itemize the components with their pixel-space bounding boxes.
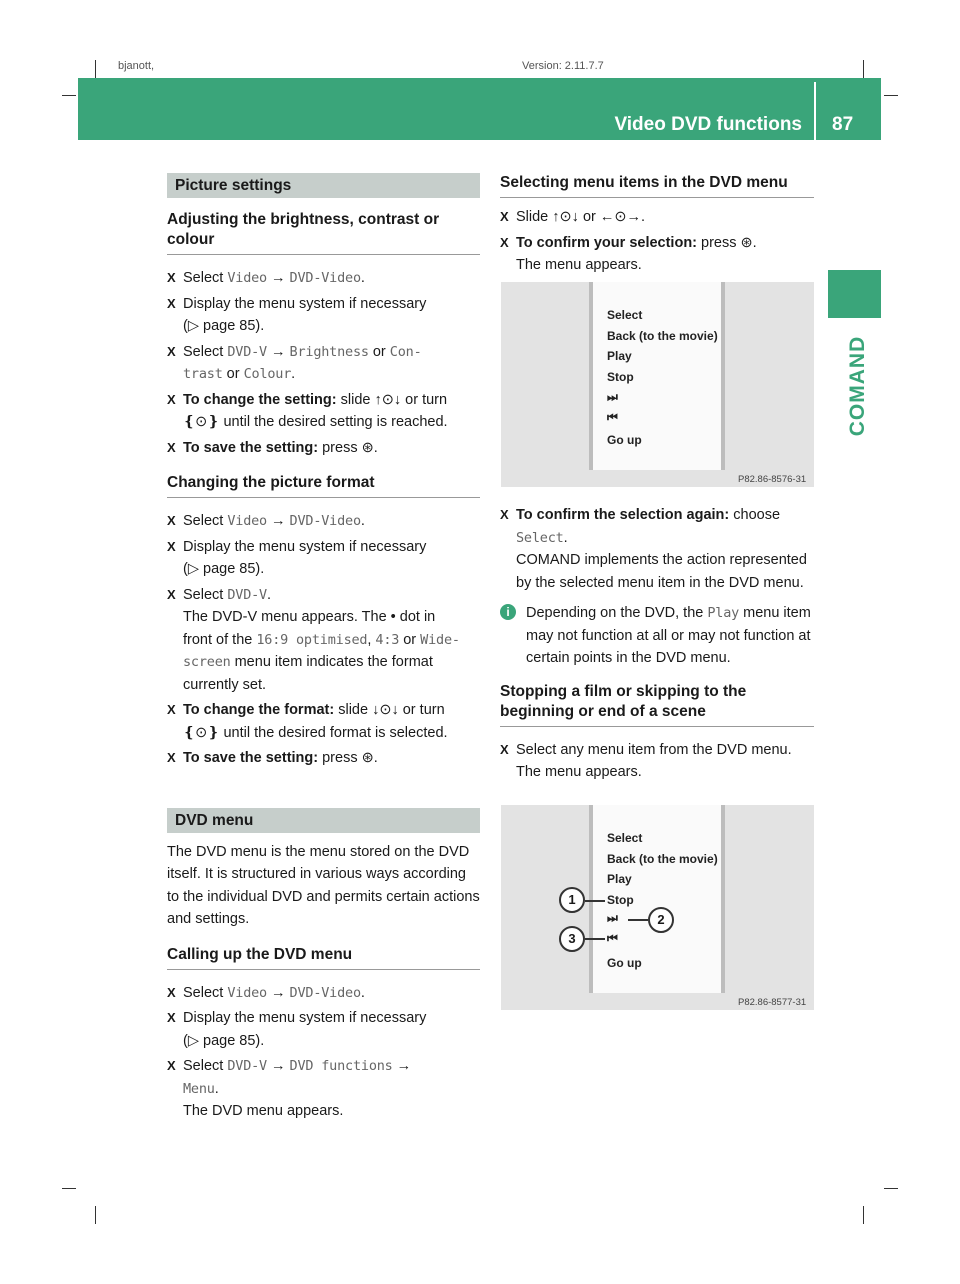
right-column-cont	[500, 504, 814, 784]
callout-line	[585, 900, 605, 902]
subheading: Changing the picture format	[167, 473, 480, 498]
step: X Select Video → DVD-Video.	[167, 270, 365, 286]
info-icon: i	[500, 604, 516, 620]
right-column	[500, 173, 814, 277]
step: X To change the format: slide ↓⊙↓ or turn ❴⊙❵ until the desired format is selected.	[167, 702, 448, 741]
page-number: 87	[832, 114, 854, 135]
step: X To save the setting: press ⊛.	[167, 750, 378, 766]
step: X Select Video → DVD-Video.	[167, 513, 365, 529]
menu-item: Select	[607, 831, 643, 845]
step: X Display the menu system if necessary (▷ page 85).	[167, 1010, 427, 1049]
left-column	[167, 173, 480, 1123]
step: X To confirm the selection again: choose Select. COMAND implements the action represented by the selected menu item in the DVD menu.	[500, 507, 807, 591]
crop-mark	[95, 60, 96, 78]
callout-3: 3	[559, 926, 585, 952]
sidebar-tab	[828, 270, 881, 318]
menu-item: Go up	[607, 433, 642, 447]
menu-item: ⏭	[607, 911, 618, 925]
menu-item-selected: Back (to the movie)	[607, 852, 718, 866]
crop-mark	[863, 1206, 864, 1224]
crop-mark	[95, 1206, 96, 1224]
step: X To confirm your selection: press ⊛. The menu appears.	[500, 234, 757, 273]
menu-item: ⏭	[607, 390, 618, 404]
menu-item: Play	[607, 872, 632, 886]
subheading: Adjusting the brightness, contrast or colour	[167, 210, 480, 255]
subheading: Selecting menu items in the DVD menu	[500, 173, 814, 198]
page-title: Video DVD functions	[614, 114, 802, 135]
figure-caption: P82.86-8576-31	[738, 474, 807, 485]
step: X Select Video → DVD-Video.	[167, 984, 365, 1001]
info-note: i Depending on the DVD, the Play menu item may not function at all or may not function at certain points in the DVD menu.	[500, 602, 814, 670]
menu-item: Stop	[607, 893, 634, 907]
step: X Display the menu system if necessary (▷ page 85).	[167, 295, 427, 334]
step: X Select DVD-V → DVD functions → Menu. The DVD menu appears.	[167, 1058, 412, 1119]
step: X Select DVD-V → Brightness or Con- trast or Colour.	[167, 343, 422, 382]
menu-item: Play	[607, 349, 632, 363]
callout-line	[628, 919, 648, 921]
menu-item: Select	[607, 308, 643, 322]
section-heading: Picture settings	[167, 173, 480, 198]
subheading: Stopping a film or skipping to the beginning or end of a scene	[500, 682, 814, 727]
paragraph: The DVD menu is the menu stored on the DVD itself. It is structured in various ways according to the individual DVD and permits certain actions and settings.	[167, 843, 480, 927]
step: X Slide ↑⊙↓ or ←⊙→.	[500, 209, 646, 225]
step: X To save the setting: press ⊛.	[167, 439, 378, 456]
print-info-left: bjanott,	[118, 60, 155, 72]
figure-caption: P82.86-8577-31	[738, 997, 807, 1008]
menu-item-selected: Back (to the movie)	[607, 329, 718, 343]
dvd-menu-figure	[501, 282, 814, 487]
crop-mark	[884, 95, 898, 96]
step: X Select DVD-V. The DVD-V menu appears. The • dot in front of the 16:9 optimised, 4:3 or Wide- screen menu item indicates the format currently set.	[167, 586, 460, 693]
crop-mark	[62, 1188, 76, 1189]
header-separator	[814, 82, 816, 140]
step: X To change the setting: slide ↑⊙↓ or turn ❴⊙❵ until the desired setting is reached.	[167, 391, 448, 430]
sidebar-label: COMAND	[846, 335, 869, 437]
callout-line	[585, 938, 605, 940]
step: X Select any menu item from the DVD menu. The menu appears.	[500, 741, 792, 780]
menu-item: ⏮	[607, 931, 618, 945]
print-info-right: Version: 2.11.7.7	[522, 60, 604, 72]
dvd-menu-figure-callouts	[501, 805, 814, 1010]
step: X Display the menu system if necessary (▷ page 85).	[167, 538, 427, 577]
crop-mark	[884, 1188, 898, 1189]
crop-mark	[62, 95, 76, 96]
crop-mark	[863, 60, 864, 78]
menu-item: ⏮	[607, 410, 618, 424]
menu-item: Stop	[607, 370, 634, 384]
subheading: Calling up the DVD menu	[167, 945, 480, 970]
menu-item: Go up	[607, 956, 642, 970]
section-heading: DVD menu	[167, 808, 480, 833]
callout-2: 2	[648, 907, 674, 933]
callout-1: 1	[559, 887, 585, 913]
